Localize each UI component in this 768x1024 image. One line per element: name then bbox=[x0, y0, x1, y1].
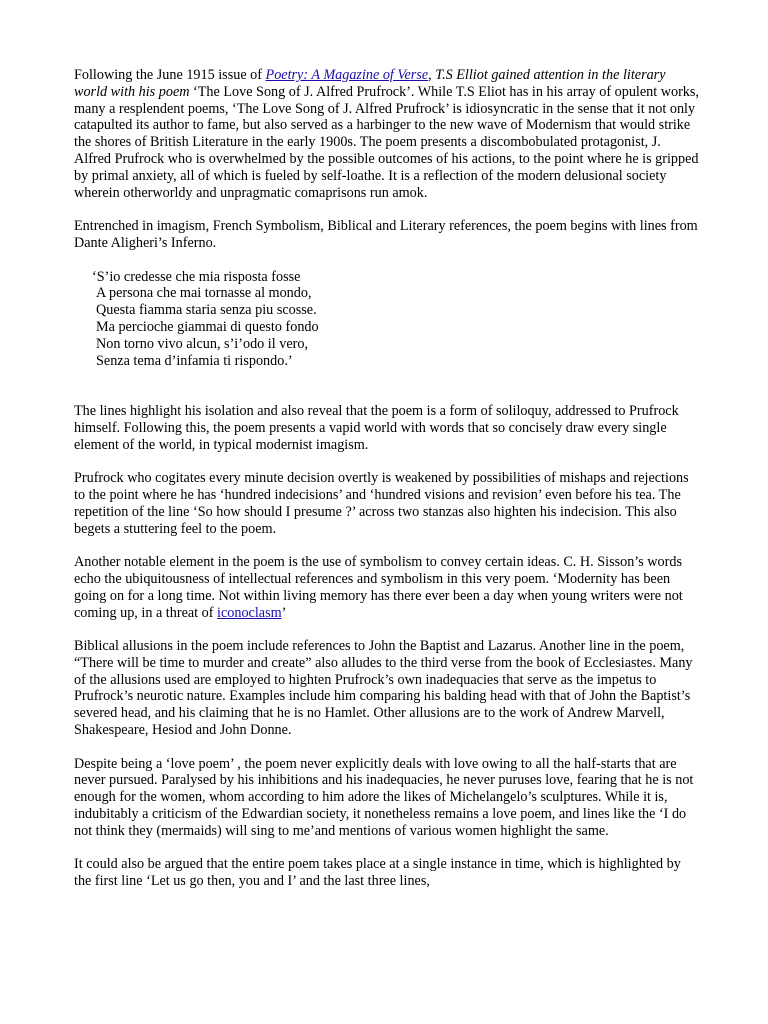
paragraph-intro bbox=[74, 67, 700, 201]
paragraph-symbolism bbox=[74, 554, 700, 621]
paragraph-love-poem: Despite being a ‘love poem’ , the poem never explicitly deals with love owing to all the half-starts that are never pursued. Paralysed by his inhibitions and his inadequacies, he never puruses love, fearing that he is not enough for the women, whom according to him adore the likes of Michelangelo’s sculptures. While it is, indubitably a criticism of the Edwardian society, it nonetheless remains a love poem, and lines like the ‘I do not think they (mermaids) will sing to me’and mentions of various women highlight the same. bbox=[74, 755, 694, 839]
poetry-magazine-link[interactable]: Poetry: A Magazine of Verse bbox=[265, 67, 429, 83]
verse-line: Senza tema d’infamia ti rispondo.’ bbox=[96, 352, 293, 369]
paragraph-intro-lead: Following the June 1915 issue of bbox=[74, 67, 266, 83]
paragraph-intro-body: ‘The Love Song of J. Alfred Prufrock’. While T.S Eliot has in his array of opulent works, many a resplendent poems, ‘The Love Song of J. Alfred Prufrock’ is idiosyncratic in the sense that it not only catapulted its author to fame, but also served as a harbinger to the new wave of Modernism that would strike the shores of British Literature in the early 1900s. The poem presents a discombobulated protagonist, J. Alfred Prufrock who is overwhelmed by the possible outcomes of his actions, to the point where he is gripped by primal anxiety, all of which is fueled by self-loathe. It is a reflection of the modern delusional society wherein otherworldy and unpragmatic comaprisons run amok. bbox=[74, 83, 699, 201]
verse-line: A persona che mai tornasse al mondo, bbox=[96, 285, 312, 302]
paragraph-intro-comma: , bbox=[428, 67, 436, 83]
paragraph-time: It could also be argued that the entire poem takes place at a single instance in time, which is highlighted by the first line ‘Let us go then, you and I’ and the last three lines, bbox=[74, 856, 681, 890]
verse-line: ‘S’io credesse che mia risposta fosse bbox=[92, 268, 301, 285]
verse-line: Non torno vivo alcun, s’i’odo il vero, bbox=[96, 335, 308, 352]
verse-line: Questa fiamma staria senza piu scosse. bbox=[96, 302, 317, 319]
paragraph-symbolism-body: Another notable element in the poem is the use of symbolism to convey certain ideas. C. H. Sisson’s words echo the ubiquitousness of intellectual references and symbolism in this very poem. ‘Modernity has been going on for a long time. Not within living memory has there ever been a day when young writers were not coming up, in a threat of bbox=[74, 554, 683, 621]
paragraph-references: Entrenched in imagism, French Symbolism, Biblical and Literary references, the poem begins with lines from Dante Aligheri’s Inferno. bbox=[74, 218, 698, 251]
paragraph-biblical-allusions: Biblical allusions in the poem include references to John the Baptist and Lazarus. Another line in the poem, “There will be time to murder and create” also alludes to the third verse from the book of Ecclesiastes. Many of the allusions used are employed to highten Prufrock’s own inadequacies that serve as the impetus to Prufrock’s neurotic nature. Examples include him comparing his balding head with that of John the Baptist’s severed head, and his claiming that he is no Hamlet. Other allusions are to the work of Andrew Marvell, Shakespeare, Hesiod and John Donne. bbox=[74, 638, 693, 739]
iconoclasm-link[interactable]: iconoclasm bbox=[217, 604, 282, 621]
paragraph-indecision: Prufrock who cogitates every minute decision overtly is weakened by possibilities of mishaps and rejections to the point where he has ‘hundred indecisions’ and ‘hundred visions and revision’ even before his tea. The repetition of the line ‘So how should I presume ?’ across two stanzas also highten his indecision. This also begets a stuttering feel to the poem. bbox=[74, 470, 689, 537]
inferno-epigraph bbox=[92, 269, 700, 370]
verse-line: Ma percioche giammai di questo fondo bbox=[96, 318, 319, 335]
paragraph-isolation: The lines highlight his isolation and also reveal that the poem is a form of soliloquy, addressed to Prufrock himself. Following this, the poem presents a vapid world with words that so concisely draw every single element of the world, in typical modernist imagism. bbox=[74, 402, 679, 453]
paragraph-intro-italic: T.S Elliot gained attention in the literary world with his poem bbox=[74, 67, 666, 100]
paragraph-symbolism-close: ’ bbox=[281, 604, 287, 621]
